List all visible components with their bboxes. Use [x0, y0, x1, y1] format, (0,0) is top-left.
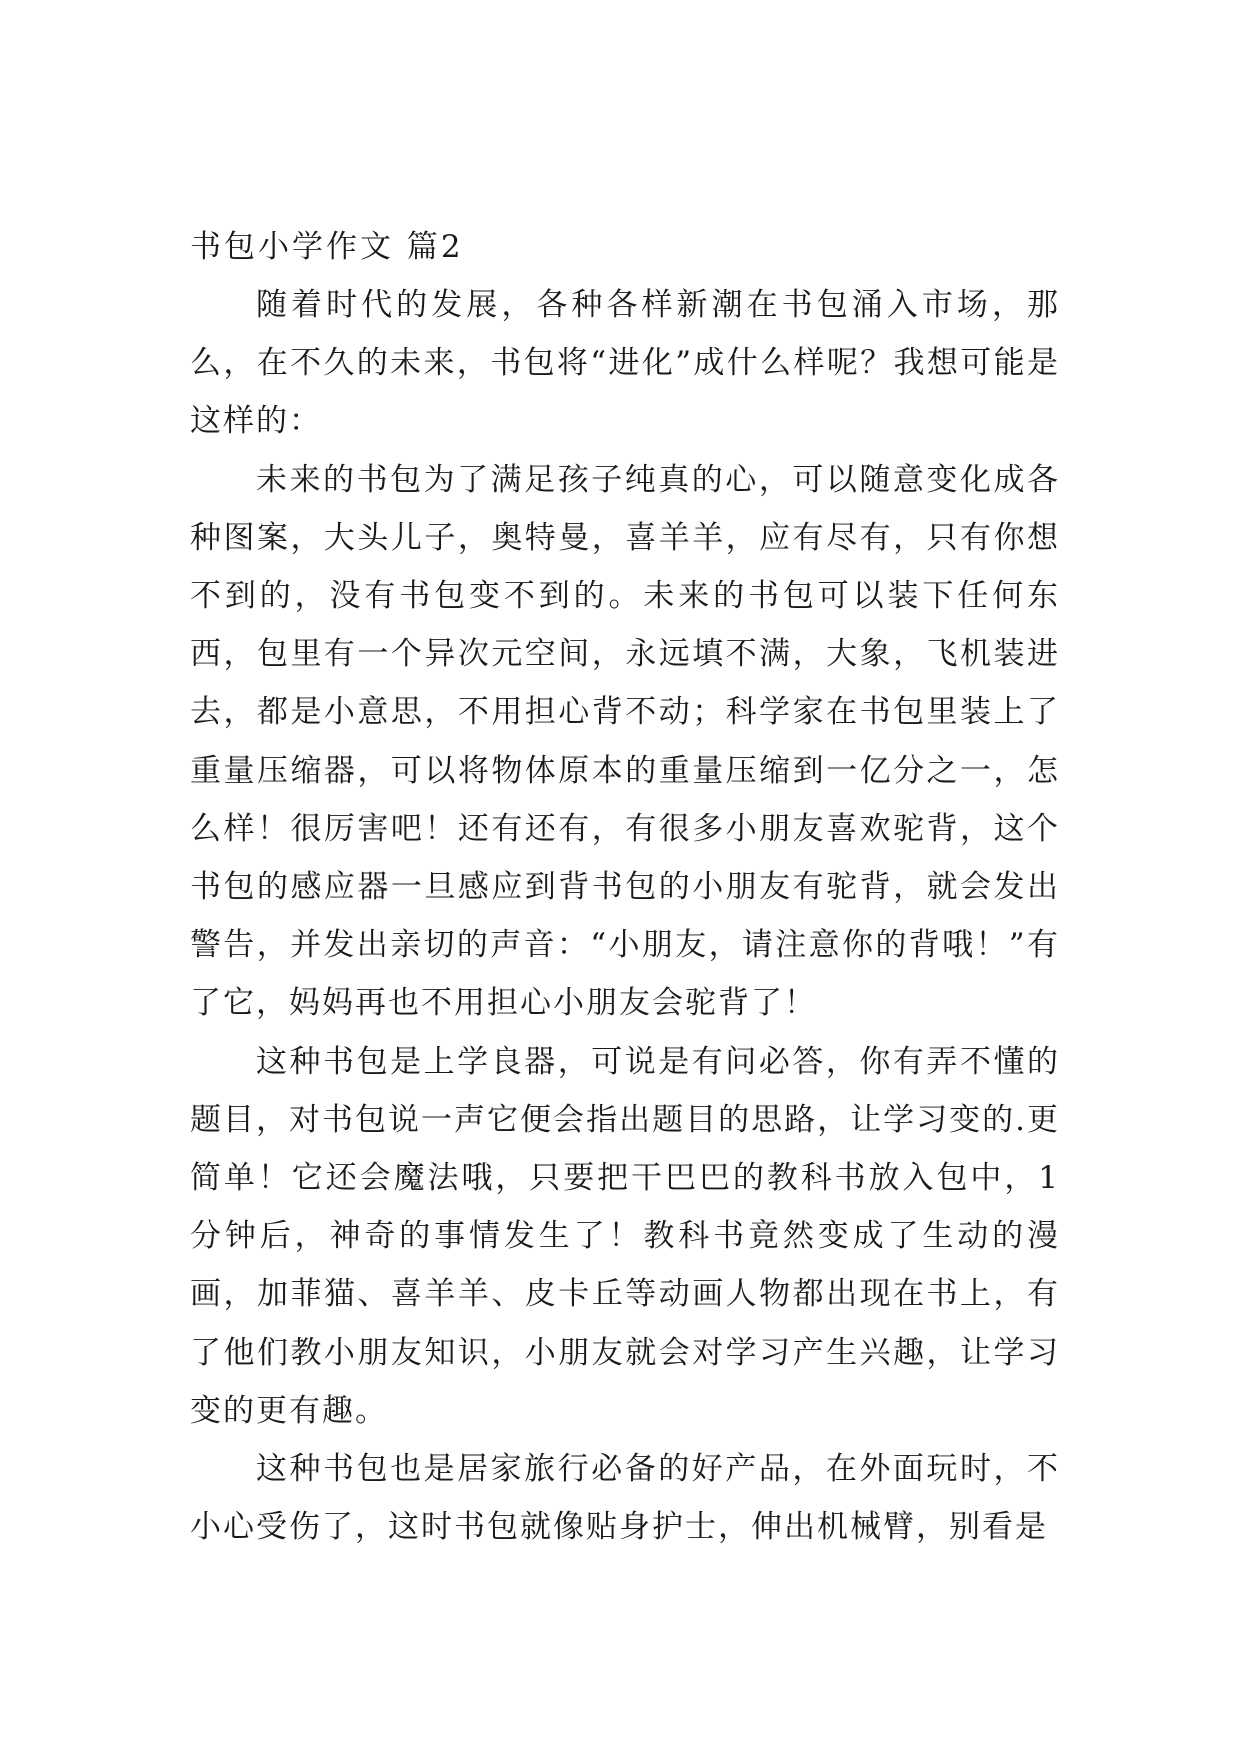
paragraph: 随着时代的发展，各种各样新潮在书包涌入市场，那么，在不久的未来，书包将“进化”成什么样呢？我想可能是这样的： — [190, 287, 1060, 440]
essay-heading: 书包小学作文 篇2 — [190, 229, 464, 265]
paragraph: 这种书包也是居家旅行必备的好产品，在外面玩时，不小心受伤了，这时书包就像贴身护士，伸出机械臂，别看是 — [190, 1451, 1060, 1546]
essay-body — [190, 276, 1060, 1556]
paragraph: 未来的书包为了满足孩子纯真的心，可以随意变化成各种图案，大头儿子，奥特曼，喜羊羊，应有尽有，只有你想不到的，没有书包变不到的。未来的书包可以装下任何东西，包里有一个异次元空间，永远填不满，大象，飞机装进去，都是小意思，不用担心背不动；科学家在书包里装上了重量压缩器，可以将物体原本的重量压缩到一亿分之一，怎么样！很厉害吧！还有还有，有很多小朋友喜欢驼背，这个书包的感应器一旦感应到背书包的小朋友有驼背，就会发出警告，并发出亲切的声音：“小朋友，请注意你的背哦！”有了它，妈妈再也不用担心小朋友会驼背了！ — [190, 461, 1060, 1022]
paragraph: 这种书包是上学良器，可说是有问必答，你有弄不懂的题目，对书包说一声它便会指出题目的思路，让学习变的.更简单！它还会魔法哦，只要把干巴巴的教科书放入包中，1分钟后，神奇的事情发生了！教科书竟然变成了生动的漫画，加菲猫、喜羊羊、皮卡丘等动画人物都出现在书上，有了他们教小朋友知识，小朋友就会对学习产生兴趣，让学习变的更有趣。 — [190, 1043, 1060, 1429]
